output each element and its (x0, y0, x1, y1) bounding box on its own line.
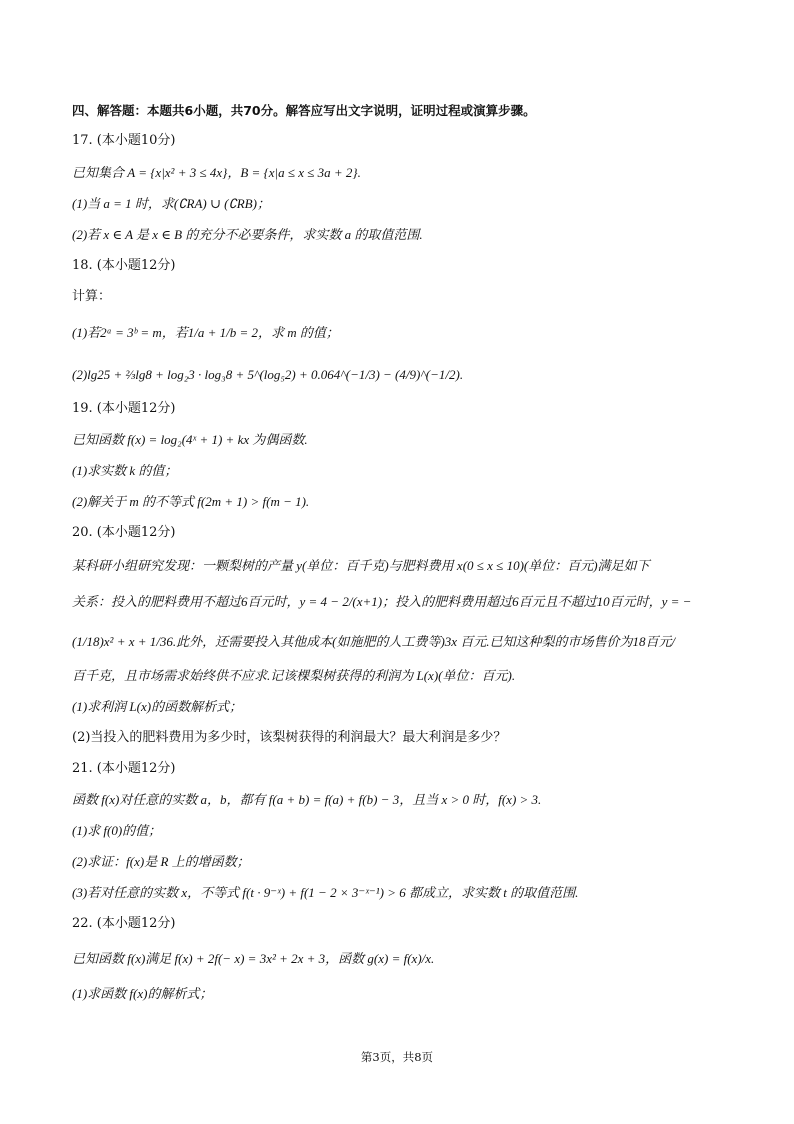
problem-17-line-1: 已知集合 A = {x|x² + 3 ≤ 4x}，B = {x|a ≤ x ≤ 3a + 2}. (72, 165, 361, 180)
problem-21-header: 21. (本小题12分) (72, 761, 176, 776)
problem-21-line-1: 函数 f(x)对任意的实数 a，b，都有 f(a + b) = f(a) + f(b) − 3，且当 x > 0 时，f(x) > 3. (72, 792, 542, 807)
problem-17-line-3: (2)若 x ∈ A 是 x ∈ B 的充分不必要条件，求实数 a 的取值范围. (72, 227, 423, 242)
problem-18-line-1: 计算： (72, 289, 112, 304)
problem-18-line-2: (1)若2ᵃ = 3ᵇ = m，若1/a + 1/b = 2，求 m 的值； (72, 325, 339, 340)
problem-20-line-2: 关系：投入的肥料费用不超过6百元时，y = 4 − 2/(x+1)；投入的肥料费用超过6百元且不超过10百元时，y = − (72, 594, 692, 609)
problem-19-line-2: (1)求实数 k 的值； (72, 463, 178, 478)
problem-20-line-1: 某科研小组研究发现：一颗梨树的产量 y(单位：百千克)与肥料费用 x(0 ≤ x ≤ 10)(单位：百元)满足如下 (72, 558, 650, 573)
problem-21-line-4: (3)若对任意的实数 x，不等式 f(t · 9⁻ˣ) + f(1 − 2 × 3⁻ˣ⁻¹) > 6 都成立，求实数 t 的取值范围. (72, 885, 579, 900)
problem-21-line-3: (2)求证：f(x)是 R 上的增函数； (72, 854, 250, 869)
problem-17-header: 17. (本小题10分) (72, 133, 176, 148)
problem-20-header: 20. (本小题12分) (72, 525, 176, 540)
section-heading: 四、解答题：本题共6小题，共70分。解答应写出文字说明，证明过程或演算步骤。 (72, 103, 536, 118)
problem-20-line-3: (1/18)x² + x + 1/36.此外，还需要投入其他成本(如施肥的人工费等)3x 百元.已知这种梨的市场售价为18百元/ (72, 634, 676, 649)
problem-17-line-2: (1)当 a = 1 时，求(∁RA) ∪ (∁RB)； (72, 196, 270, 211)
problem-22-line-2: (1)求函数 f(x)的解析式； (72, 986, 213, 1001)
problem-20-line-6: (2)当投入的肥料费用为多少时，该梨树获得的利润最大？最大利润是多少？ (72, 730, 507, 745)
problem-19-line-3: (2)解关于 m 的不等式 f(2m + 1) > f(m − 1). (72, 494, 310, 509)
page-indicator: 第3页，共8页 (360, 1050, 434, 1064)
problem-22-header: 22. (本小题12分) (72, 916, 176, 931)
problem-18-line-3: (2)lg25 + ⅔lg8 + log₂3 · log₃8 + 5^(log₅2) + 0.064^(−1/3) − (4/9)^(−1/2). (72, 367, 464, 382)
problem-21-line-2: (1)求 f(0)的值； (72, 823, 162, 838)
problem-20-line-5: (1)求利润 L(x)的函数解析式； (72, 699, 243, 714)
problem-19-line-1: 已知函数 f(x) = log₂(4ˣ + 1) + kx 为偶函数. (72, 432, 308, 447)
problem-18-header: 18. (本小题12分) (72, 258, 176, 273)
problem-22-line-1: 已知函数 f(x)满足 f(x) + 2f(− x) = 3x² + 2x + 3，函数 g(x) = f(x)/x. (72, 951, 435, 966)
problem-20-line-4: 百千克，且市场需求始终供不应求.记该棵梨树获得的利润为 L(x)(单位：百元). (72, 668, 516, 683)
problem-19-header: 19. (本小题12分) (72, 401, 176, 416)
